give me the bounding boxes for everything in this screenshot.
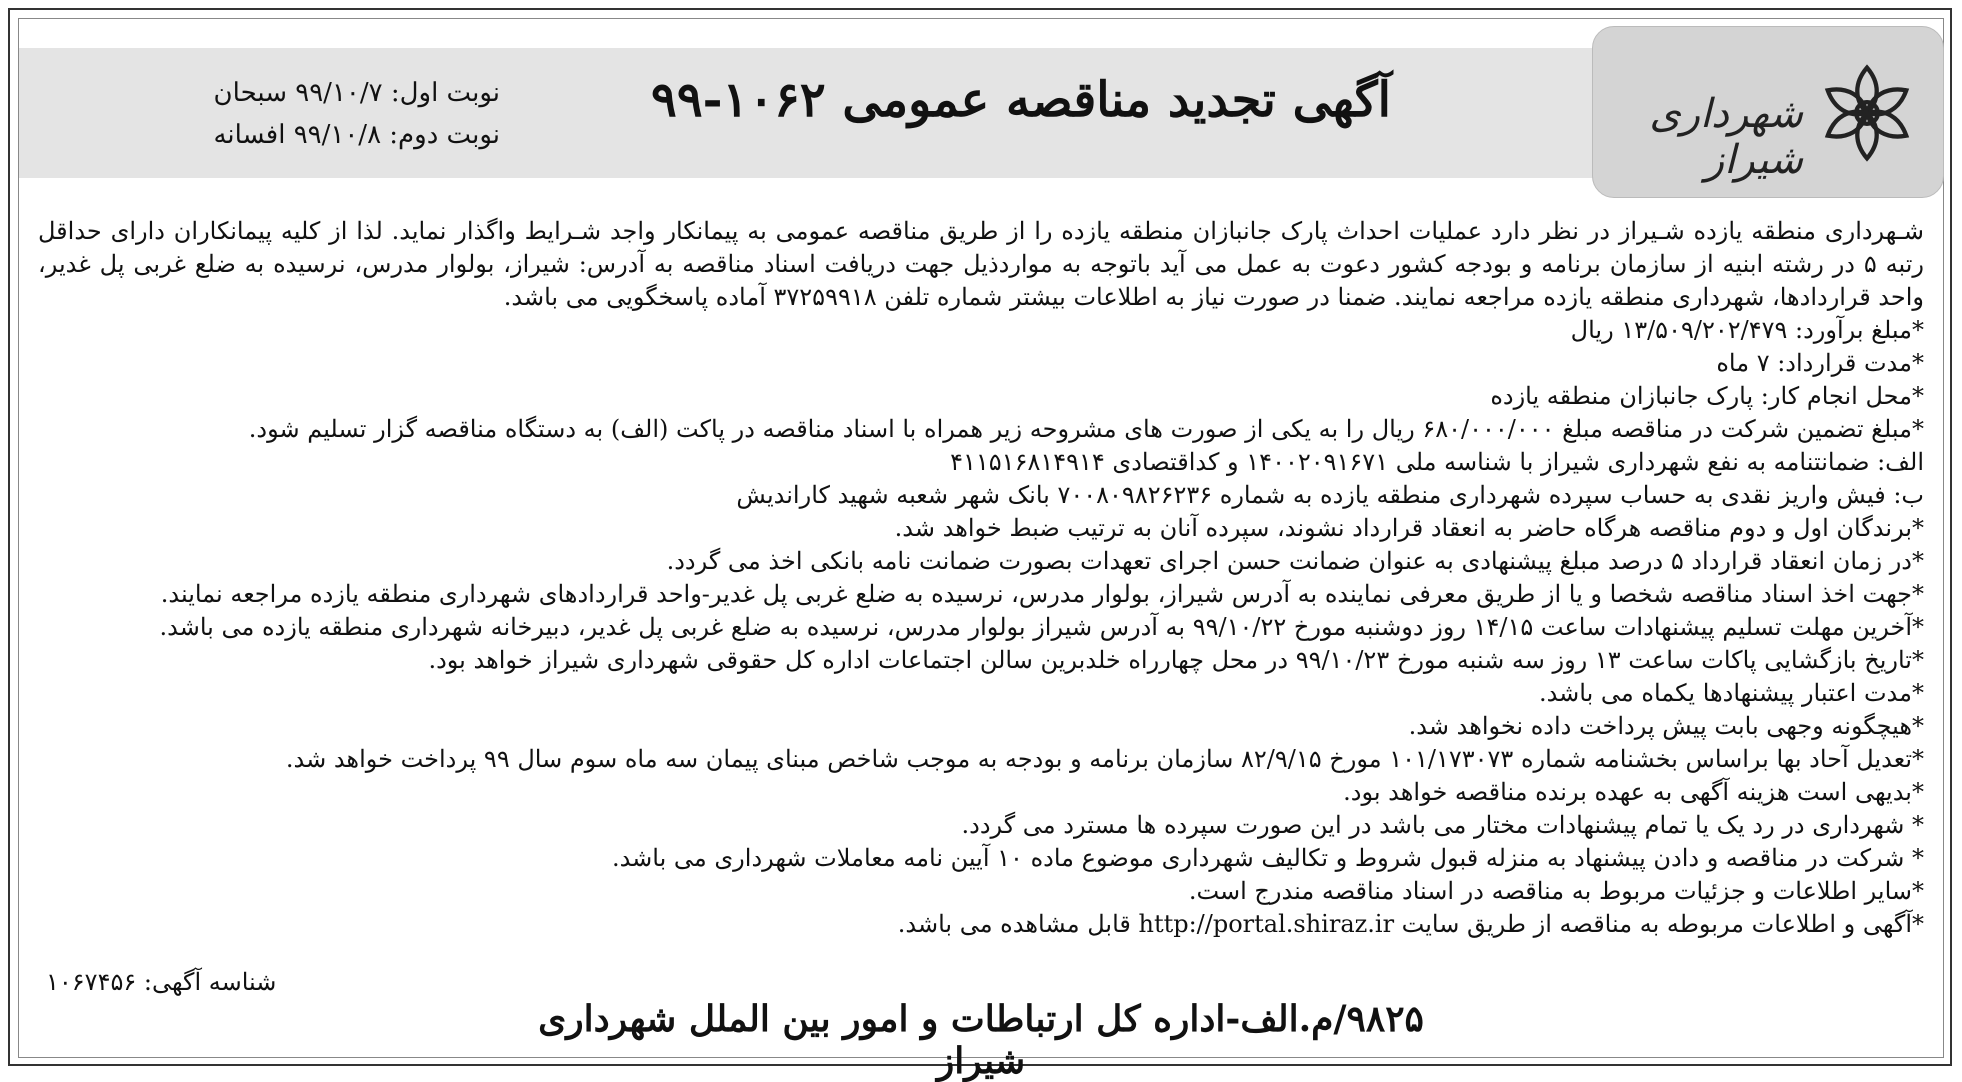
item-duration: *مدت قرارداد: ۷ ماه <box>1716 349 1924 377</box>
item-ad-cost: *بدیهی است هزینه آگهی به عهده برنده مناقصه خواهد بود. <box>1343 778 1924 806</box>
item-location: *محل انجام کار: پارک جانبازان منطقه یازده <box>1490 382 1924 410</box>
item-other-info: *سایر اطلاعات و جزئیات مربوط به مناقصه در اسناد مناقصه مندرج است. <box>1188 877 1924 905</box>
item-guarantee: *مبلغ تضمین شرکت در مناقصه مبلغ ۶۸۰/۰۰۰/۰۰۰ ریال را به یکی از صورت های مشروحه زیر همراه با اسناد مناقصه در پاکت (الف) به دستگاه مناقصه گزار تسلیم شود. <box>248 415 1924 443</box>
item-guarantee-a: الف: ضمانتنامه به نفع شهرداری شیراز با شناسه ملی ۱۴۰۰۲۰۹۱۶۷۱ و کداقتصادی ۴۱۱۵۱۶۸۱۴۹۱۴ <box>950 448 1924 476</box>
item-validity: *مدت اعتبار پیشنهادها یکماه می باشد. <box>1538 679 1924 707</box>
ad-title: آگهی تجدید مناقصه عمومی ۱۰۶۲-۹۹ <box>651 72 1391 128</box>
item-adjustment: *تعدیل آحاد بها براساس بخشنامه شماره ۱۰۱/۱۷۳۰۷۳ مورخ ۸۲/۹/۱۵ سازمان برنامه و بودجه به موجب شاخص مبنای پیمان سه ماه سوم سال ۹۹ پرداخت خواهد شد. <box>285 745 1924 773</box>
item-documents: *جهت اخذ اسناد مناقصه شخصا و یا از طریق معرفی نماینده به آدرس شیراز، بولوار مدرس، نرسیده به ضلع غربی پل غدیر-واحد قراردادهای شهرداری منطقه یازده مراجعه نمایند. <box>160 580 1924 608</box>
intro-paragraph: شـهرداری منطقه یازده شـیراز در نظر دارد عملیات احداث پارک جانبازان منطقه یازده را از طریق مناقصه عمومی به پیمانکار واجد شـرایط واگذار نماید. لذا از کلیه پیمانکاران دارای حداقل رتبه ۵ در رشته ابنیه از سازمان برنامه و بودجه کشور دعوت به عمل می آید باتوجه به مواردذیل جهت دریافت اسناد مناقصه به آدرس: شیراز، بولوار مدرس، نرسیده به ضلع غربی پل غدیر، واحد قراردادها، شهرداری منطقه یازده مراجعه نمایند. ضمنا در صورت نیاز به اطلاعات بیشتر شماره تلفن ۳۷۲۵۹۹۱۸ آماده پاسخگویی می باشد. <box>38 217 1924 311</box>
nobat-second: نوبت دوم: ۹۹/۱۰/۸ افسانه <box>213 120 500 150</box>
ad-body <box>38 215 1924 941</box>
item-no-prepayment: *هیچگونه وجهی بابت پیش پرداخت داده نخواهد شد. <box>1408 712 1924 740</box>
logo-box <box>1592 26 1944 198</box>
item-acceptance: * شرکت در مناقصه و دادن پیشنهاد به منزله قبول شروط و تکالیف شهرداری موضوع ماده ۱۰ آیین نامه معاملات شهرداری می باشد. <box>611 844 1924 872</box>
item-performance-bond: *در زمان انعقاد قرارداد ۵ درصد مبلغ پیشنهادی به عنوان ضمانت حسن اجرای تعهدات بصورت ضمانت نامه بانکی اخذ می گردد. <box>666 547 1924 575</box>
publication-dates <box>150 72 500 156</box>
item-website: *آگهی و اطلاعات مربوطه به مناقصه از طریق سایت http://portal.shiraz.ir قابل مشاهده می باشد. <box>897 910 1924 938</box>
item-deadline: *آخرین مهلت تسلیم پیشنهادات ساعت ۱۴/۱۵ روز دوشنبه مورخ ۹۹/۱۰/۲۲ به آدرس شیراز بولوار مدرس، نرسیده به ضلع غربی پل غدیر، دبیرخانه شهرداری منطقه یازده می باشد. <box>159 613 1924 641</box>
item-forfeit: *برندگان اول و دوم مناقصه هرگاه حاضر به انعقاد قرارداد نشوند، سپرده آنان به ترتیب ضبط خواهد شد. <box>894 514 1924 542</box>
logo-text: شهرداری شیراز <box>1649 91 1803 183</box>
item-estimate: *مبلغ برآورد: ۱۳/۵۰۹/۲۰۲/۴۷۹ ریال <box>1570 316 1924 344</box>
nobat-first: نوبت اول: ۹۹/۱۰/۷ سبحان <box>213 78 500 108</box>
footer-office: ۹۸۲۵/م.الف-اداره کل ارتباطات و امور بین الملل شهرداری شیراز <box>538 998 1424 1082</box>
item-guarantee-b: ب: فیش واریز نقدی به حساب سپرده شهرداری منطقه یازده به شماره ۷۰۰۸۰۹۸۲۶۲۳۶ بانک شهر شعبه شهید کارانديش <box>736 481 1924 509</box>
item-rejection: * شهرداری در رد یک یا تمام پیشنهادات مختار می باشد در این صورت سپرده ها مسترد می گردد. <box>961 811 1924 839</box>
shiraz-logo-icon <box>1813 59 1921 167</box>
ad-id: شناسه آگهی: ۱۰۶۷۴۵۶ <box>46 968 277 996</box>
item-opening: *تاریخ بازگشایی پاکات ساعت ۱۳ روز سه شنبه مورخ ۹۹/۱۰/۲۳ در محل چهارراه خلدبرین سالن اجتماعات اداره کل حقوقی شهرداری شیراز خواهد بود. <box>428 646 1924 674</box>
